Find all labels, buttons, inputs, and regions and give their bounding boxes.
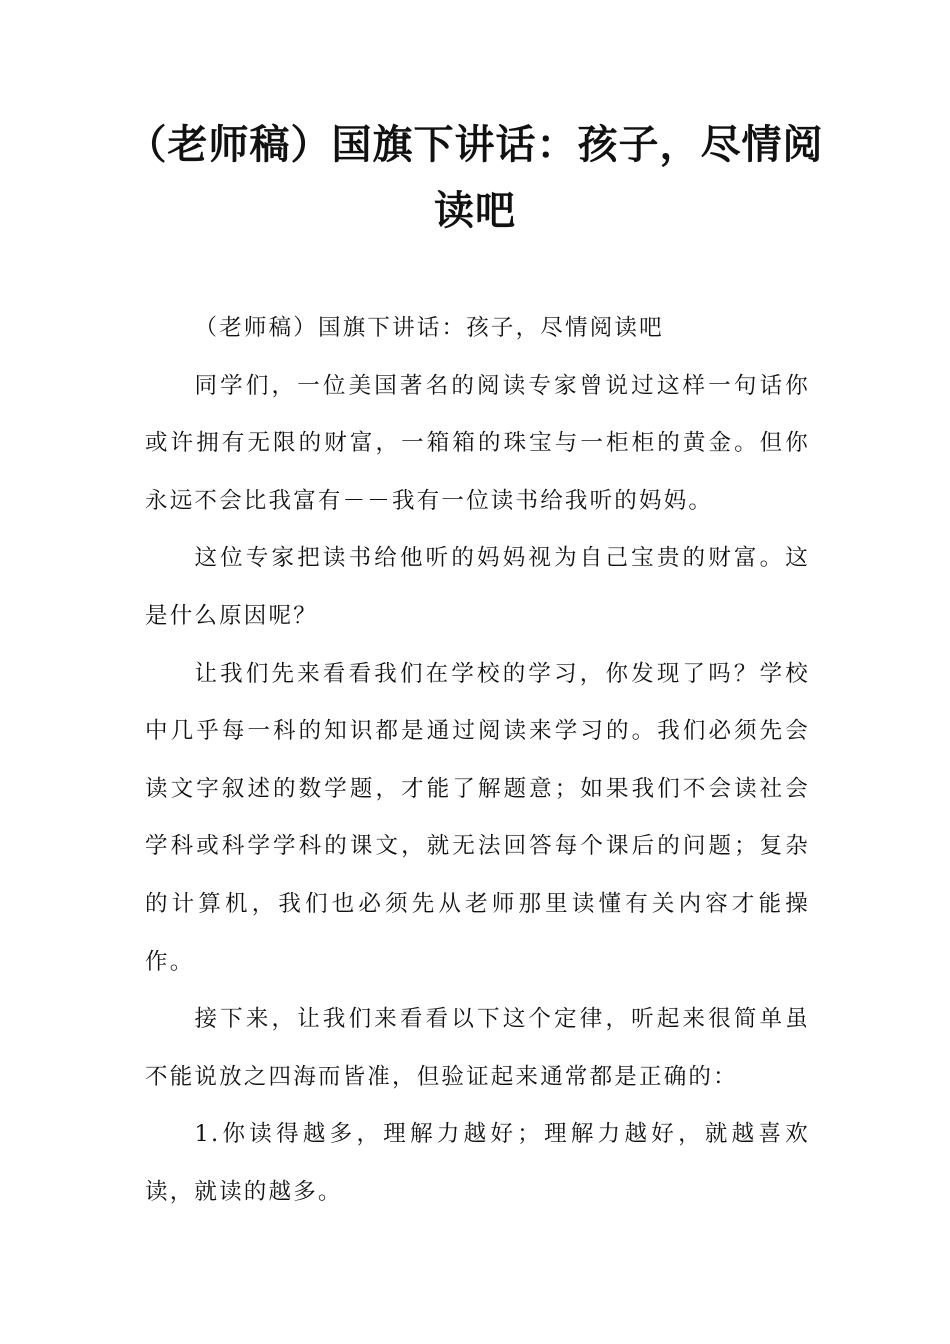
document-title: （老师稿）国旗下讲话：孩子，尽情阅读吧: [126, 122, 824, 234]
paragraph-law-intro: 接下来，让我们来看看以下这个定律，听起来很简单虽不能说放之四海而皆准，但验证起来通常都是正确的：: [145, 1006, 810, 1090]
paragraph-law-item-1: 1.你读得越多，理解力越好；理解力越好，就越喜欢读，就读的越多。: [145, 1121, 810, 1205]
document-body: [145, 300, 810, 1222]
paragraph-subtitle: （老师稿）国旗下讲话：孩子，尽情阅读吧: [194, 315, 664, 341]
paragraph-school-learning: 让我们先来看看我们在学校的学习，你发现了吗？学校中几乎每一科的知识都是通过阅读来学习的。我们必须先会读文字叙述的数学题，才能了解题意；如果我们不会读社会学科或科学学科的课文，就无法回答每个课后的问题；复杂的计算机，我们也必须先从老师那里读懂有关内容才能操作。: [145, 660, 810, 975]
paragraph-question: 这位专家把读书给他听的妈妈视为自己宝贵的财富。这是什么原因呢？: [145, 545, 810, 629]
paragraph-quote: 同学们，一位美国著名的阅读专家曾说过这样一句话你或许拥有无限的财富，一箱箱的珠宝与一柜柜的黄金。但你永远不会比我富有－－我有一位读书给我听的妈妈。: [145, 372, 810, 514]
